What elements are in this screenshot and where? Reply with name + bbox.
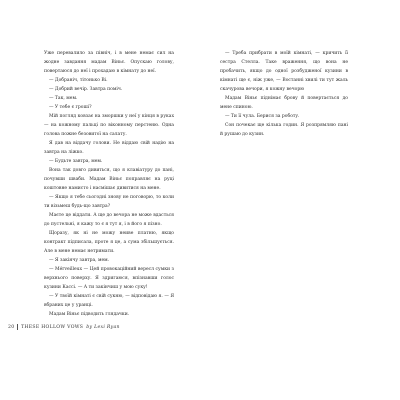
paragraph: Уже перевалило за північ, і в мене немає сил на жодне завдання мадам Віньє. Опускаю голову, повертаюся до неї і прохадаю в кімнату до неї. <box>44 51 174 74</box>
paragraph: Мадам Віньє піднімає брову й повертається до мене спиною. <box>220 96 348 110</box>
paragraph: — Я закінчу завтра, мем. <box>49 258 110 263</box>
footer-divider <box>17 324 18 330</box>
paragraph: — Якщо я тебе сьогодні знову не поговорю, то коли ти візьмеш будь-що завтра? <box>44 195 174 209</box>
right-page <box>200 0 400 400</box>
paragraph: — Mérveilleux — Цей провокаційний вересл сумки з верхнього поверху. Я здригаюся, впізнавши голос кузини Кассі. — А ти закінчиш у мою суку! <box>44 267 174 290</box>
paragraph: — Ти її чула. Берися за роботу. <box>225 114 300 119</box>
paragraph: Мадам Віньє підводить глядачки. <box>49 312 130 317</box>
page-number: 20 <box>8 324 15 330</box>
paragraph: — Треба прибрати в моїй кімнаті, — кричить її сестра Стелла. Таке враження, що вона не пробачить, якщо до одної розбудженої кузини в кімнаті ще є, ніж уже, — Востанні хвилі ти тут жаль скачурова вечори, я кожну вечорю <box>220 51 348 92</box>
paragraph: — Добрий вечір. Завтра поміч. <box>49 87 123 92</box>
paragraph: — У твоїй кімнаті є свій сукню, — відповідаю я. — Я вбраних це у уранці. <box>44 294 174 308</box>
paragraph: Сон почекає ще кілька годин. Я розпрямляю пані й рушаю до кузин. <box>220 123 348 137</box>
paragraph: Мій погляд ковзає на зморшки у неї у кінця в руках — на кожному пальці по віконному перстеню. Одна голова пожне безовитої на салату. <box>44 114 174 137</box>
paragraph: Вона так довго дивиться, що я клавіатуру до пані, почувши шваби. Мадам Віньє поправляє на руці коштовне намисто і насмішає дивитися на мене. <box>44 168 174 191</box>
paragraph: Маєте це віддати. А ще до вечора не може вдасться до пустельні, я кажу то є я тут я, і в його я пізно. <box>44 213 174 227</box>
paragraph: Щоразу, як ні не можу неиве платню, якщо контракт підписала, проте я це, а сума збільшується. Але в мене немає нетримати. <box>44 231 174 254</box>
paragraph: — Добраніч, тітонько Ві. <box>49 78 108 83</box>
paragraph: Я дав на віддачу голови. Не віддаю свій надію на завтра на ліжко. <box>44 141 174 155</box>
left-page-text <box>44 49 174 319</box>
paragraph: — Так, мем. <box>49 96 78 101</box>
paragraph: — Будьте завтра, мем. <box>49 159 103 164</box>
page-footer <box>8 324 120 330</box>
author-name: by Lexi Ryan <box>86 324 120 330</box>
book-title: THESE HOLLOW VOWS <box>21 324 84 330</box>
right-page-text <box>220 49 348 139</box>
paragraph: — У тебе є гроші? <box>49 105 92 110</box>
